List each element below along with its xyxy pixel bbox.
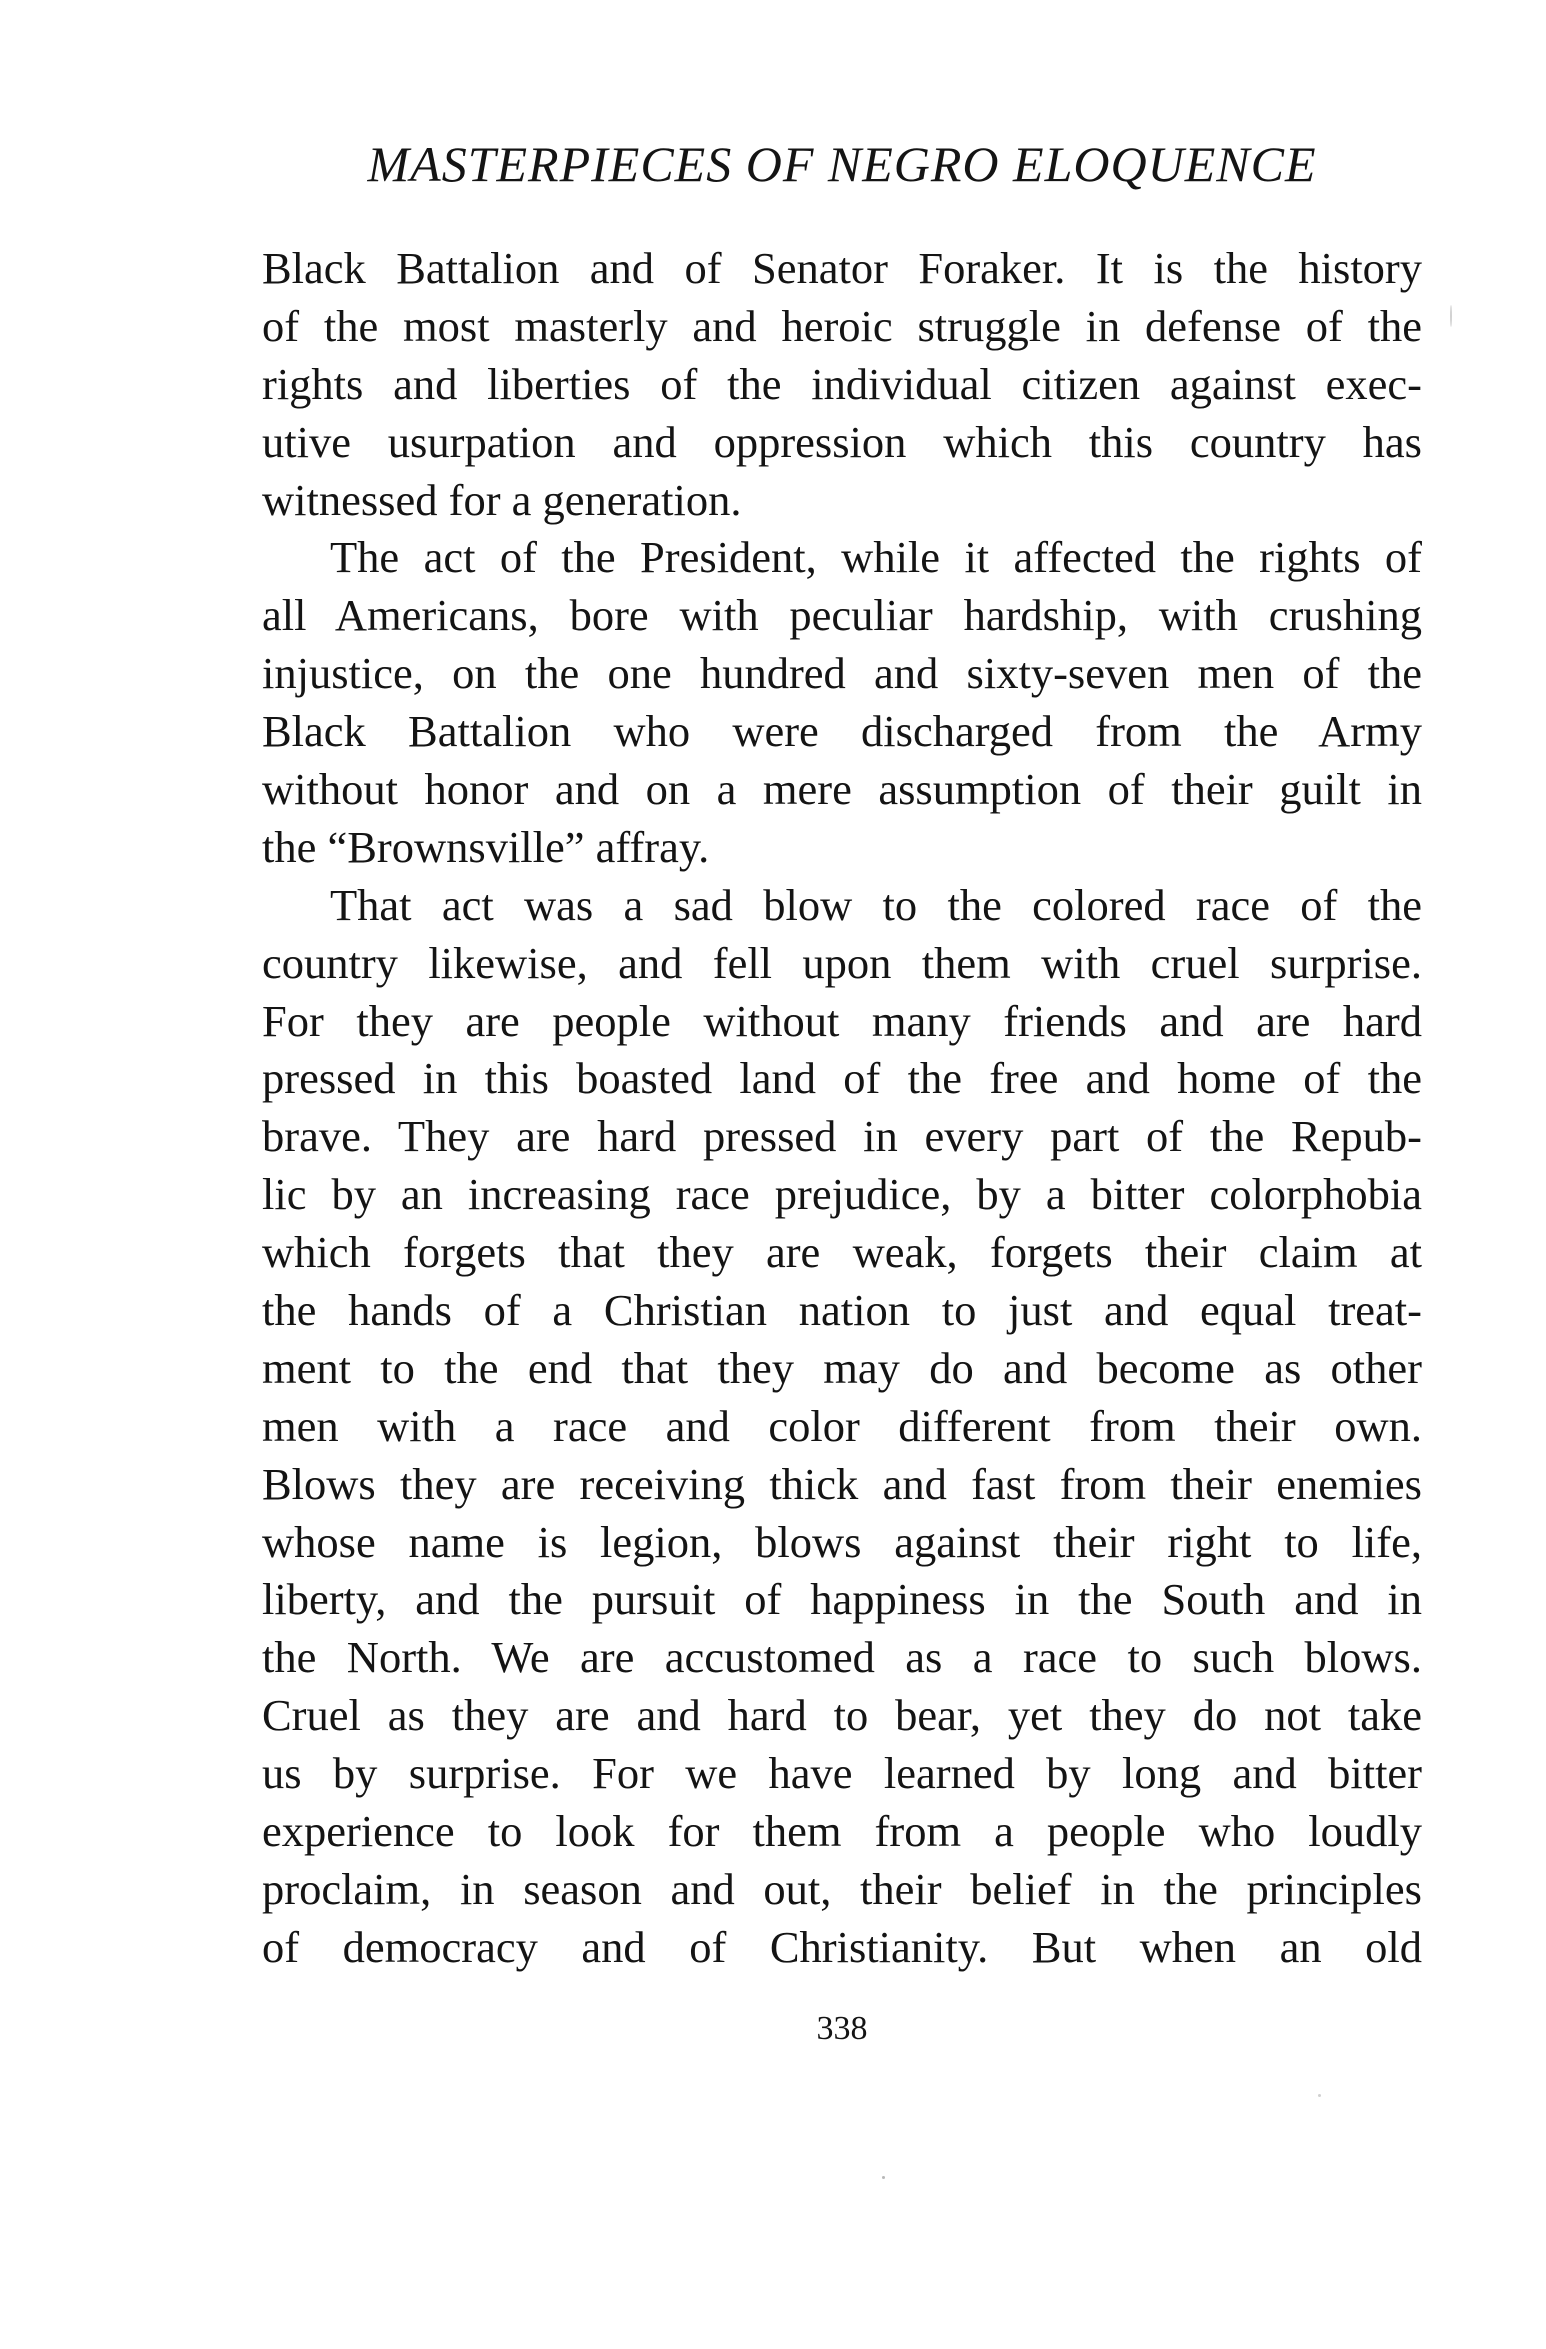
text-line: brave. They are hard pressed in every part of the Repub-: [262, 1111, 1422, 1162]
text-line: That act was a sad blow to the colored race of the: [330, 879, 1422, 930]
text-line: rights and liberties of the individual citizen against exec-: [262, 358, 1422, 409]
text-line: whose name is legion, blows against their right to life,: [262, 1516, 1422, 1567]
text-line: utive usurpation and oppression which this country has: [262, 416, 1422, 467]
text-line: injustice, on the one hundred and sixty-seven men of the: [262, 648, 1422, 699]
text-line: which forgets that they are weak, forgets their claim at: [262, 1227, 1422, 1278]
running-head: MASTERPIECES OF NEGRO ELOQUENCE: [367, 136, 1317, 192]
text-line: liberty, and the pursuit of happiness in the South and in: [262, 1574, 1422, 1625]
text-line: without honor and on a mere assumption of their guilt in: [262, 764, 1422, 815]
text-line: pressed in this boasted land of the free and home of the: [262, 1053, 1422, 1104]
paragraph: [262, 877, 1422, 1977]
text-line: For they are people without many friends and are hard: [262, 995, 1422, 1046]
paper-speck: [882, 2176, 885, 2179]
paragraph: [262, 529, 1422, 876]
text-line: lic by an increasing race prejudice, by a bitter colorphobia: [262, 1169, 1422, 1220]
paper-speck: [1318, 2094, 1321, 2097]
text-line: Blows they are receiving thick and fast from their enemies: [262, 1458, 1422, 1509]
text-line: the North. We are accustomed as a race to such blows.: [262, 1632, 1422, 1683]
text-line: us by surprise. For we have learned by long and bitter: [262, 1748, 1422, 1799]
text-line: Black Battalion who were discharged from the Army: [262, 706, 1422, 757]
body-text: [262, 240, 1422, 1977]
page-number: 338: [816, 2010, 868, 2047]
text-line: the hands of a Christian nation to just and equal treat-: [262, 1285, 1422, 1336]
text-line: Cruel as they are and hard to bear, yet they do not take: [262, 1690, 1422, 1741]
paper-speck: [1450, 305, 1452, 327]
text-line: country likewise, and fell upon them with cruel surprise.: [262, 937, 1422, 988]
text-line: of democracy and of Christianity. But when an old: [262, 1921, 1422, 1972]
text-line: Black Battalion and of Senator Foraker. It is the history: [262, 243, 1422, 293]
text-line: of the most masterly and heroic struggle in defense of the: [262, 300, 1422, 351]
text-line: proclaim, in season and out, their belief in the principles: [262, 1863, 1422, 1914]
text-line: ment to the end that they may do and become as other: [262, 1342, 1422, 1393]
text-line: men with a race and color different from their own.: [262, 1400, 1422, 1451]
text-line: all Americans, bore with peculiar hardship, with crushing: [262, 590, 1422, 641]
text-line: The act of the President, while it affected the rights of: [330, 532, 1422, 583]
paragraph: [262, 240, 1422, 529]
text-line: witnessed for a generation.: [262, 474, 742, 525]
text-line: the “Brownsville” affray.: [262, 821, 710, 872]
text-line: experience to look for them from a people who loudly: [262, 1806, 1422, 1857]
